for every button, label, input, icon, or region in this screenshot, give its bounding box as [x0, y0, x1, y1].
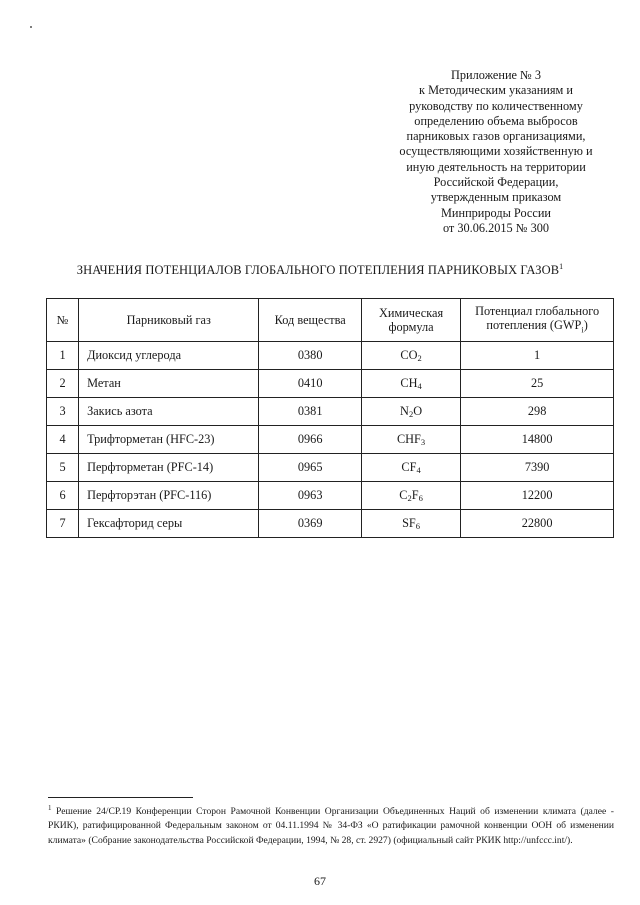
- formula-base-2: O: [413, 404, 423, 418]
- cell-num: 6: [47, 482, 79, 510]
- cell-code: 0410: [259, 370, 361, 398]
- header-gwp: [461, 299, 614, 342]
- footnote-text: Решение 24/CP.19 Конференции Сторон Рамочной Конвенции Организации Объединенных Наций об изменении климата (далее - РКИК), ратифицированной Федеральным законом от 04.11.1994 № 34-ФЗ «О ратификации рамочной конвенции ООН об изменении климата» (Собрание законодательства Российской Федерации, 1994, № 28, ст. 2927) (официальный сайт РКИК http://unfccc.int/).: [48, 806, 614, 846]
- formula-sub: 4: [417, 381, 422, 391]
- cell-formula: [361, 454, 460, 482]
- appendix-line: определению объема выбросов: [414, 113, 578, 128]
- header-gwp-close: ): [583, 317, 588, 332]
- appendix-line: руководству по количественному: [409, 98, 583, 113]
- cell-gwp: 22800: [461, 510, 614, 538]
- appendix-line: утвержденным приказом: [430, 190, 562, 205]
- appendix-line: Приложение № 3: [450, 68, 542, 82]
- header-code: Код вещества: [259, 299, 361, 342]
- formula-sub: 6: [415, 521, 421, 531]
- formula-base-2: F: [411, 488, 419, 502]
- footnote-rule: [48, 797, 193, 798]
- cell-num: 4: [47, 426, 79, 454]
- table-row: [47, 426, 614, 454]
- gwp-table: [46, 298, 614, 538]
- formula-base: CF: [401, 460, 417, 474]
- formula-base: CH: [400, 376, 418, 390]
- cell-num: 5: [47, 454, 79, 482]
- formula-base: C: [399, 488, 408, 502]
- cell-gwp: 298: [461, 398, 614, 426]
- appendix-line: к Методическим указаниям и: [419, 83, 573, 98]
- formula-sub: 2: [408, 409, 414, 419]
- scan-speck: [30, 26, 32, 28]
- appendix-line: осуществляющими хозяйственную и: [399, 144, 593, 159]
- formula-sub: 3: [420, 437, 426, 447]
- table-row: [47, 398, 614, 426]
- formula-base: CO: [400, 348, 418, 362]
- cell-gas: Гексафторид серы: [79, 510, 259, 538]
- cell-code: 0963: [259, 482, 361, 510]
- cell-formula: [361, 370, 460, 398]
- footnote-mark: 1: [48, 804, 52, 812]
- document-title: [20, 262, 620, 278]
- appendix-line: иную деятельность на территории: [406, 159, 586, 174]
- formula-sub: 4: [416, 465, 421, 475]
- cell-formula: [361, 482, 460, 510]
- header-gas: Парниковый газ: [79, 299, 259, 342]
- cell-gas: Закись азота: [79, 398, 259, 426]
- formula-sub: 2: [407, 493, 412, 503]
- cell-gwp: 14800: [461, 426, 614, 454]
- footnote: [48, 801, 614, 848]
- cell-code: 0381: [259, 398, 361, 426]
- cell-gwp: 25: [461, 370, 614, 398]
- formula-base: CHF: [396, 432, 421, 446]
- cell-gwp: 12200: [461, 482, 614, 510]
- title-text: ЗНАЧЕНИЯ ПОТЕНЦИАЛОВ ГЛОБАЛЬНОГО ПОТЕПЛЕНИЯ ПАРНИКОВЫХ ГАЗОВ: [76, 263, 560, 278]
- cell-gas: Перфторэтан (PFC-116): [79, 482, 259, 510]
- cell-formula: [361, 510, 460, 538]
- table-row: [47, 510, 614, 538]
- appendix-line: парниковых газов организациями,: [406, 129, 586, 144]
- cell-num: 2: [47, 370, 79, 398]
- cell-code: 0965: [259, 454, 361, 482]
- header-formula: Химическая формула: [361, 299, 460, 342]
- formula-base: SF: [402, 516, 416, 530]
- table-row: [47, 454, 614, 482]
- cell-code: 0380: [259, 342, 361, 370]
- table-row: [47, 370, 614, 398]
- cell-formula: [361, 342, 460, 370]
- cell-code: 0369: [259, 510, 361, 538]
- appendix-line: Минприроды России: [440, 205, 551, 220]
- table-row: [47, 342, 614, 370]
- title-footnote-mark: 1: [559, 262, 564, 271]
- table-row: [47, 482, 614, 510]
- cell-gas: Трифторметан (HFC-23): [79, 426, 259, 454]
- page-number: 67: [314, 874, 326, 888]
- formula-sub-2: 6: [418, 493, 423, 503]
- table-header-row: [47, 299, 614, 342]
- cell-gas: Перфторметан (PFC-14): [79, 454, 259, 482]
- appendix-line: от 30.06.2015 № 300: [442, 220, 550, 235]
- cell-gas: Диоксид углерода: [79, 342, 259, 370]
- appendix-header: [378, 68, 614, 236]
- formula-base: N: [400, 404, 409, 418]
- cell-gas: Метан: [79, 370, 259, 398]
- cell-gwp: 7390: [461, 454, 614, 482]
- header-gwp-sub: i: [581, 324, 584, 335]
- header-gwp-text: Потенциал глобального потепления (GWP: [475, 303, 600, 332]
- cell-num: 7: [47, 510, 79, 538]
- cell-code: 0966: [259, 426, 361, 454]
- cell-formula: [361, 426, 460, 454]
- cell-formula: [361, 398, 460, 426]
- cell-num: 1: [47, 342, 79, 370]
- header-num: №: [47, 299, 79, 342]
- appendix-line: Российской Федерации,: [433, 175, 559, 190]
- cell-num: 3: [47, 398, 79, 426]
- formula-sub: 2: [417, 353, 422, 363]
- cell-gwp: 1: [461, 342, 614, 370]
